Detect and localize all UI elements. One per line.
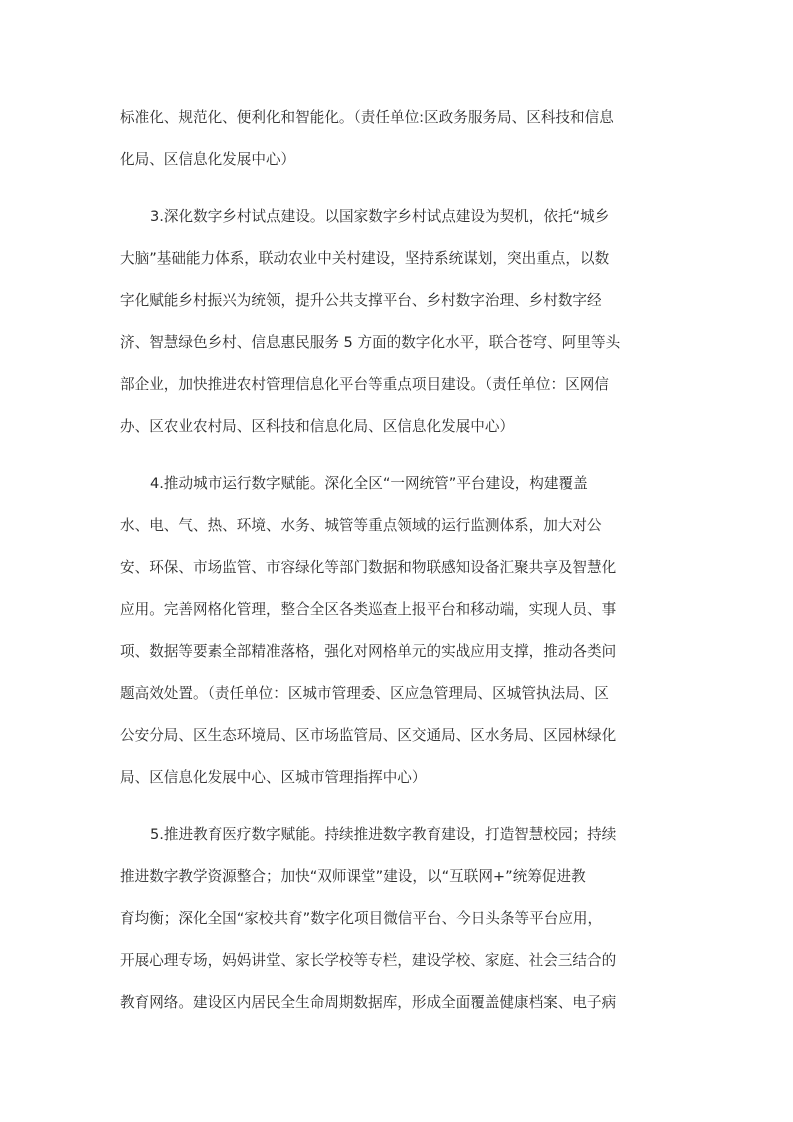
- text-line: 项、数据等要素全部精准落格，强化对网格单元的实战应用支撑，推动各类问: [120, 643, 617, 660]
- text-line: 育均衡；深化全国“家校共育”数字化项目微信平台、今日头条等平台应用，: [120, 910, 603, 927]
- text-line: 济、智慧绿色乡村、信息惠民服务 5 方面的数字化水平，联合苍穹、阿里等头: [120, 334, 621, 351]
- text-line: 化局、区信息化发展中心）: [120, 151, 296, 168]
- text-line: 办、区农业农村局、区科技和信息化局、区信息化发展中心）: [120, 418, 515, 435]
- text-line: 局、区信息化发展中心、区城市管理指挥中心）: [120, 769, 427, 786]
- text-line: 开展心理专场，妈妈讲堂、家长学校等专栏，建设学校、家庭、社会三结合的: [120, 952, 617, 969]
- text-line: 公安分局、区生态环境局、区市场监管局、区交通局、区水务局、区园林绿化: [120, 727, 617, 744]
- text-line: 推进数字教学资源整合；加快“双师课堂”建设，以“互联网+”统筹促进教: [120, 868, 586, 885]
- text-line: 水、电、气、热、环境、水务、城管等重点领域的运行监测体系，加大对公: [120, 517, 602, 534]
- text-line: 应用。完善网格化管理，整合全区各类巡查上报平台和移动端，实现人员、事: [120, 601, 617, 618]
- text-line: 字化赋能乡村振兴为统领，提升公共支撑平台、乡村数字治理、乡村数字经: [120, 292, 602, 309]
- text-line: 安、环保、市场监管、市容绿化等部门数据和物联感知设备汇聚共享及智慧化: [120, 559, 617, 576]
- text-line: 部企业，加快推进农村管理信息化平台等重点项目建设。（责任单位：区网信: [120, 376, 609, 393]
- text-line: 大脑”基础能力体系，联动农业中关村建设，坚持系统谋划，突出重点，以数: [120, 250, 610, 267]
- paragraph-start-line: 3.深化数字乡村试点建设。以国家数字乡村试点建设为契机，依托“城乡: [150, 208, 610, 225]
- text-line: 标准化、规范化、便利化和智能化。（责任单位:区政务服务局、区科技和信息: [120, 109, 614, 126]
- paragraph-start-line: 5.推进教育医疗数字赋能。持续推进数字教育建设，打造智慧校园；持续: [150, 826, 617, 843]
- paragraph-start-line: 4.推动城市运行数字赋能。深化全区“一网统管”平台建设，构建覆盖: [150, 475, 588, 492]
- text-line: 题高效处置。（责任单位：区城市管理委、区应急管理局、区城管执法局、区: [120, 685, 609, 702]
- text-line: 教育网络。建设区内居民全生命周期数据库，形成全面覆盖健康档案、电子病: [120, 994, 617, 1011]
